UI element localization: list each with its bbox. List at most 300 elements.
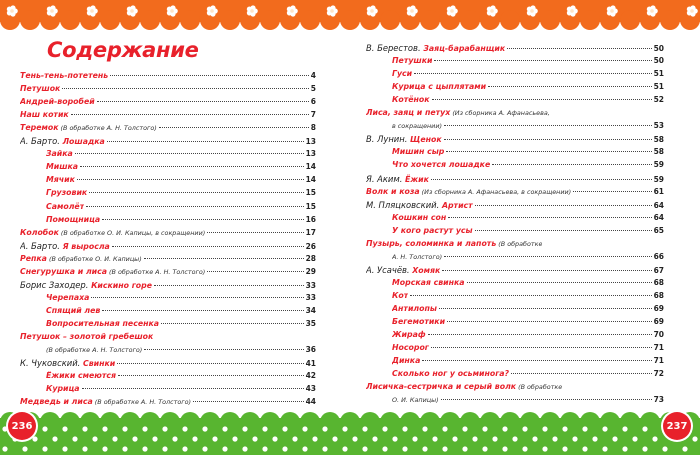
dot-leader	[112, 246, 304, 247]
flower-icon	[687, 5, 698, 16]
toc-work-title: Наш котик	[20, 110, 69, 120]
dot-leader	[118, 375, 304, 376]
toc-entry-text	[46, 319, 159, 329]
toc-work-title: Пузырь, соломинка и лапоть	[366, 238, 497, 248]
dot-leader	[161, 323, 304, 324]
toc-entry[interactable]	[20, 162, 316, 172]
toc-entry-text	[46, 384, 80, 394]
toc-page-number: 13	[305, 149, 316, 159]
toc-entry[interactable]	[366, 291, 664, 301]
toc-page-number: 14	[305, 175, 316, 185]
toc-entry-text	[46, 162, 78, 172]
toc-page-number: 5	[310, 84, 316, 94]
toc-entry[interactable]	[366, 252, 664, 262]
toc-page-number: 36	[305, 345, 316, 355]
toc-work-title: Носорог	[392, 343, 429, 353]
dot-leader	[75, 153, 304, 154]
toc-entry[interactable]	[20, 175, 316, 185]
toc-entry-text	[392, 369, 509, 379]
toc-work-title: Бегемотики	[392, 317, 446, 327]
toc-work-title: Лошадка	[62, 137, 105, 147]
toc-work-title: Черепаха	[46, 292, 90, 302]
dot-leader	[414, 73, 651, 74]
toc-entry-text	[392, 147, 444, 157]
flower-icon	[367, 5, 378, 16]
toc-work-title: Грузовик	[46, 188, 88, 198]
dot-leader	[488, 86, 651, 87]
toc-entry[interactable]	[366, 160, 664, 170]
toc-note: (Из сборника А. Афанасьева, в сокращении)	[419, 187, 572, 196]
toc-entry-text	[392, 291, 408, 301]
toc-entry[interactable]	[366, 82, 664, 92]
dot-leader	[573, 191, 651, 192]
toc-entry[interactable]	[20, 136, 316, 147]
toc-entry-text	[20, 84, 60, 94]
toc-entry-text	[392, 395, 439, 405]
toc-entry-text	[46, 149, 73, 159]
toc-page-number: 15	[305, 188, 316, 198]
bottom-polka-dots	[0, 424, 700, 455]
toc-entry[interactable]	[20, 345, 316, 355]
toc-note: в сокращении)	[392, 122, 442, 131]
toc-entry-text	[20, 97, 95, 107]
toc-page-number: 67	[653, 265, 664, 275]
toc-note: (Из сборника А. Афанасьева,	[450, 109, 550, 118]
toc-work-title: Теремок	[20, 123, 59, 133]
toc-entry[interactable]	[366, 343, 664, 353]
dot-leader	[434, 60, 651, 61]
toc-entry[interactable]	[366, 239, 664, 249]
toc-entry-text	[392, 343, 429, 353]
toc-entry-text	[366, 134, 442, 145]
toc-entry-text	[366, 174, 429, 185]
toc-page-number: 51	[653, 69, 664, 79]
toc-entry[interactable]	[366, 278, 664, 288]
dot-leader	[117, 363, 303, 364]
toc-page-number: 50	[653, 44, 664, 53]
toc-work-title: Морская свинка	[392, 277, 465, 287]
toc-page-number: 59	[653, 160, 664, 170]
dot-leader	[82, 388, 304, 389]
toc-author: В. Берестов.	[366, 43, 424, 53]
dot-leader	[492, 164, 651, 165]
toc-note: А. Н. Толстого)	[392, 252, 443, 261]
dot-leader	[511, 373, 652, 374]
toc-entry[interactable]	[20, 332, 316, 342]
toc-page-number: 64	[653, 212, 664, 222]
toc-work-title: Ёжик	[405, 174, 429, 184]
toc-entry[interactable]	[366, 369, 664, 379]
toc-entry[interactable]	[20, 215, 316, 225]
toc-entry-text	[20, 110, 69, 120]
toc-entry[interactable]	[366, 121, 664, 131]
toc-entry-text	[392, 160, 490, 170]
flower-icon	[487, 5, 498, 16]
toc-page-number: 34	[305, 305, 316, 315]
toc-note: (В обработке О. И. Капицы)	[46, 254, 142, 263]
toc-entry-text	[392, 213, 446, 223]
dot-leader	[86, 206, 303, 207]
toc-work-title: Артист	[441, 200, 473, 210]
toc-work-title: Лиса, заяц и петух	[366, 108, 451, 118]
toc-page-number: 35	[305, 318, 316, 328]
toc-entry-text	[392, 278, 465, 288]
dot-leader	[159, 127, 309, 128]
toc-page-number: 73	[653, 395, 664, 405]
toc-work-title: Самолёт	[46, 201, 85, 211]
toc-entry-text	[366, 43, 505, 54]
toc-entry-text	[46, 371, 116, 381]
toc-work-title: Репка	[20, 253, 47, 263]
dot-leader	[91, 297, 303, 298]
dot-leader	[431, 179, 652, 180]
toc-page-number: 14	[305, 162, 316, 172]
toc-entry[interactable]	[366, 304, 664, 314]
flower-icon	[287, 5, 298, 16]
toc-page-number: 42	[305, 371, 316, 381]
toc-work-title: Свинки	[82, 359, 116, 369]
toc-work-title: Тень-тень-потетень	[20, 71, 109, 80]
toc-entry[interactable]	[20, 397, 316, 407]
dot-leader	[207, 271, 303, 272]
toc-entry-text	[392, 252, 442, 262]
toc-work-title: Хомяк	[412, 265, 441, 275]
dot-leader	[507, 48, 651, 49]
toc-entry[interactable]	[366, 147, 664, 157]
toc-page-number: 41	[305, 359, 316, 369]
toc-entry[interactable]	[20, 97, 316, 107]
toc-entry-text	[46, 202, 84, 212]
toc-page-number: 52	[653, 95, 664, 105]
toc-author: А. Усачёв.	[366, 264, 413, 275]
dot-leader	[442, 270, 651, 271]
toc-entry-text	[366, 187, 571, 197]
dot-leader	[446, 151, 651, 152]
toc-entry-text	[20, 280, 152, 291]
toc-work-title: Мишка	[46, 162, 79, 172]
toc-work-title: Щенок	[410, 135, 442, 145]
toc-work-title: Андрей-воробей	[20, 97, 95, 107]
toc-work-title: Заяц-барабанщик	[423, 44, 506, 53]
toc-entry[interactable]	[366, 200, 664, 211]
toc-author: М. Пляцковский.	[366, 199, 442, 210]
toc-work-title: Мячик	[46, 175, 75, 185]
toc-entry-text	[20, 241, 110, 252]
dot-leader	[80, 166, 304, 167]
dot-leader	[110, 75, 309, 76]
toc-work-title: Кошкин сон	[392, 212, 447, 222]
toc-page-number: 6	[310, 97, 316, 107]
toc-work-title: Ёжики смеются	[46, 371, 117, 381]
dot-leader	[439, 308, 652, 309]
dot-leader	[422, 360, 651, 361]
toc-page-number: 71	[653, 343, 664, 353]
toc-note: (В обработке	[496, 239, 543, 248]
toc-page-number: 15	[305, 201, 316, 211]
toc-entry[interactable]	[366, 69, 664, 79]
flower-icon	[327, 5, 338, 16]
dot-leader	[467, 282, 652, 283]
toc-note: (В обработке А. Н. Толстого)	[92, 398, 192, 407]
dot-leader	[428, 334, 652, 335]
toc-entry[interactable]	[20, 241, 316, 252]
toc-entry-text	[392, 95, 430, 105]
toc-page-number: 58	[653, 135, 664, 145]
toc-entry[interactable]	[366, 174, 664, 185]
toc-entry[interactable]	[366, 187, 664, 197]
dot-leader	[102, 310, 303, 311]
dot-leader	[77, 179, 304, 180]
toc-entry[interactable]	[20, 149, 316, 159]
toc-page-number: 7	[310, 110, 316, 120]
toc-entry-text	[392, 356, 420, 366]
toc-entry-text	[392, 69, 412, 79]
dot-leader	[448, 217, 651, 218]
toc-author: В. Лунин.	[366, 134, 411, 145]
toc-work-title: Зайка	[46, 149, 73, 159]
toc-entry[interactable]	[20, 306, 316, 316]
toc-entry[interactable]	[366, 317, 664, 327]
toc-entry[interactable]	[20, 319, 316, 329]
toc-entry[interactable]	[366, 56, 664, 66]
toc-work-title: У кого растут усы	[392, 225, 473, 235]
toc-entry[interactable]	[20, 280, 316, 291]
toc-entry[interactable]	[20, 123, 316, 133]
toc-note: (В обработке А. Н. Толстого)	[46, 346, 143, 355]
dot-leader	[441, 399, 652, 400]
toc-work-title: Колобок	[20, 227, 59, 237]
toc-page-number: 69	[653, 304, 664, 313]
toc-work-title: Снегурушка и лиса	[20, 266, 107, 276]
toc-page-number: 16	[305, 214, 316, 224]
toc-work-title: Что хочется лошадке	[392, 160, 491, 170]
toc-entry[interactable]	[366, 95, 664, 105]
flower-icon	[567, 5, 578, 16]
dot-leader	[144, 258, 304, 259]
toc-page-number: 58	[653, 147, 664, 157]
dot-leader	[207, 232, 303, 233]
toc-entry-text	[392, 304, 437, 314]
toc-page-number: 59	[653, 174, 664, 184]
toc-entry-text	[46, 306, 100, 316]
toc-entry[interactable]	[366, 226, 664, 236]
toc-page-number: 29	[305, 266, 316, 276]
toc-work-title: Динка	[392, 356, 421, 366]
toc-work-title: Медведь и лиса	[20, 397, 93, 407]
dot-leader	[107, 141, 304, 142]
toc-entry-text	[20, 123, 157, 133]
page-number-left: 236	[8, 412, 36, 440]
toc-author: Борис Заходер.	[20, 279, 92, 290]
toc-work-title: Жираф	[392, 330, 426, 340]
toc-note: О. И. Капицы)	[392, 396, 439, 405]
toc-page-number: 33	[305, 280, 316, 290]
toc-work-title: Сколько ног у осьминога?	[392, 369, 510, 379]
toc-entry[interactable]	[20, 110, 316, 120]
dot-leader	[475, 230, 652, 231]
toc-entry-text	[20, 71, 108, 81]
toc-page-number: 28	[305, 253, 316, 263]
toc-entry[interactable]	[366, 213, 664, 223]
toc-author: А. Барто.	[20, 240, 63, 251]
toc-page-number: 72	[653, 369, 664, 379]
toc-entry-text	[20, 267, 205, 277]
toc-entry-text	[46, 175, 75, 185]
toc-page-number: 61	[653, 186, 664, 196]
flower-icon	[127, 5, 138, 16]
toc-entry-text	[46, 293, 89, 303]
dot-leader	[432, 99, 652, 100]
flower-icon	[247, 5, 258, 16]
toc-work-title: Петушок – золотой гребешок	[20, 332, 154, 341]
flower-icon	[447, 5, 458, 16]
toc-entry[interactable]	[366, 134, 664, 145]
dot-leader	[431, 347, 652, 348]
dot-leader	[62, 88, 308, 89]
page-number-right: 237	[663, 412, 691, 440]
toc-work-title: Вопросительная песенка	[46, 318, 160, 328]
toc-entry-text	[366, 382, 562, 392]
toc-page-number: 17	[305, 227, 316, 237]
toc-entry[interactable]	[366, 356, 664, 366]
toc-work-title: Петушки	[392, 56, 433, 66]
toc-page-number: 51	[653, 82, 664, 92]
toc-entry-text	[392, 121, 442, 131]
toc-entry[interactable]	[20, 358, 316, 369]
toc-entry-text	[20, 254, 142, 264]
toc-entry-text	[20, 228, 205, 238]
toc-entry[interactable]	[20, 84, 316, 94]
toc-entry[interactable]	[20, 188, 316, 198]
toc-note: (В обработке А. Н. Толстого)	[107, 267, 206, 276]
dot-leader	[89, 192, 303, 193]
flower-icon	[167, 5, 178, 16]
flower-icon	[407, 5, 418, 16]
toc-entry-text	[366, 200, 473, 211]
dot-leader	[444, 125, 652, 126]
toc-work-title: Котёнок	[392, 95, 430, 105]
toc-page-number: 64	[653, 200, 664, 210]
toc-page-number: 68	[653, 277, 664, 287]
toc-work-title: Помощница	[46, 214, 101, 224]
toc-work-title: Гуси	[392, 69, 413, 79]
toc-entry[interactable]	[20, 293, 316, 303]
toc-entry-text	[392, 330, 426, 340]
toc-entry-text	[20, 358, 115, 369]
toc-entry[interactable]	[20, 202, 316, 212]
toc-work-title: Курица с цыплятами	[392, 82, 487, 92]
toc-work-title: Кискино горе	[91, 280, 153, 290]
flower-icon	[7, 5, 18, 16]
toc-entry-text	[366, 108, 550, 118]
toc-entry-text	[46, 345, 142, 355]
toc-entry[interactable]	[20, 228, 316, 238]
toc-entry-text	[392, 56, 432, 66]
dot-leader	[410, 295, 651, 296]
dot-leader	[444, 256, 651, 257]
toc-entry-text	[392, 226, 473, 236]
flower-icon	[87, 5, 98, 16]
toc-entry[interactable]	[366, 382, 664, 392]
toc-page-number: 69	[653, 317, 664, 327]
toc-entry[interactable]	[366, 330, 664, 340]
flower-icon	[527, 5, 538, 16]
toc-page-number: 70	[653, 330, 664, 340]
toc-entry[interactable]	[20, 371, 316, 381]
top-flower-pattern	[0, 2, 700, 22]
toc-page-number: 26	[305, 241, 316, 251]
dot-leader	[193, 401, 304, 402]
dot-leader	[97, 101, 309, 102]
toc-page-number: 50	[653, 56, 664, 66]
toc-work-title: Спящий лев	[46, 305, 101, 315]
toc-entry[interactable]	[366, 265, 664, 276]
toc-work-title: Я выросла	[62, 241, 110, 251]
toc-author: К. Чуковский.	[20, 358, 83, 369]
toc-work-title: Антилопы	[392, 304, 437, 313]
dot-leader	[102, 219, 303, 220]
toc-entry-text	[20, 332, 153, 342]
toc-note: (В обработке О. И. Капицы, в сокращении)	[58, 228, 206, 237]
toc-entry-text	[46, 215, 100, 225]
toc-note: (В обработке	[516, 383, 563, 392]
toc-page-number: 33	[305, 292, 316, 302]
flower-icon	[207, 5, 218, 16]
toc-entry[interactable]	[20, 267, 316, 277]
dot-leader	[475, 205, 652, 206]
toc-page-number: 65	[653, 225, 664, 235]
toc-entry-text	[392, 82, 486, 92]
toc-entry-text	[20, 136, 105, 147]
dot-leader	[447, 321, 652, 322]
toc-entry[interactable]	[366, 43, 664, 54]
toc-page-number: 8	[310, 123, 316, 133]
toc-page-number: 44	[305, 397, 316, 407]
toc-entry-text	[366, 239, 542, 249]
toc-entry[interactable]	[20, 384, 316, 394]
toc-entry[interactable]	[20, 71, 316, 81]
toc-entry-text	[392, 317, 445, 327]
toc-page-number: 71	[653, 356, 664, 366]
toc-author: Я. Аким.	[366, 173, 406, 184]
toc-entry[interactable]	[20, 254, 316, 264]
toc-work-title: Кот	[392, 290, 409, 300]
toc-entry-text	[46, 188, 87, 198]
toc-page-number: 66	[653, 251, 664, 261]
toc-work-title: Лисичка-сестричка и серый волк	[366, 382, 517, 392]
toc-entry[interactable]	[366, 395, 664, 405]
dot-leader	[154, 285, 304, 286]
toc-page-number: 53	[653, 121, 664, 131]
page-title: Содержание	[47, 38, 199, 62]
toc-work-title: Волк и коза	[366, 186, 420, 196]
toc-page-number: 68	[653, 290, 664, 300]
toc-work-title: Курица	[46, 384, 80, 394]
dot-leader	[144, 349, 303, 350]
toc-entry-text	[20, 397, 191, 407]
dot-leader	[71, 114, 309, 115]
toc-work-title: Петушок	[20, 84, 61, 94]
toc-entry[interactable]	[366, 108, 664, 118]
toc-note: (В обработке А. Н. Толстого)	[58, 124, 157, 133]
toc-page-number: 13	[305, 137, 316, 147]
dot-leader	[444, 139, 652, 140]
flower-icon	[647, 5, 658, 16]
toc-author: А. Барто.	[20, 136, 63, 147]
toc-work-title: Мишин сыр	[392, 147, 445, 157]
toc-page-number: 43	[305, 384, 316, 394]
toc-page-number: 4	[310, 71, 316, 80]
